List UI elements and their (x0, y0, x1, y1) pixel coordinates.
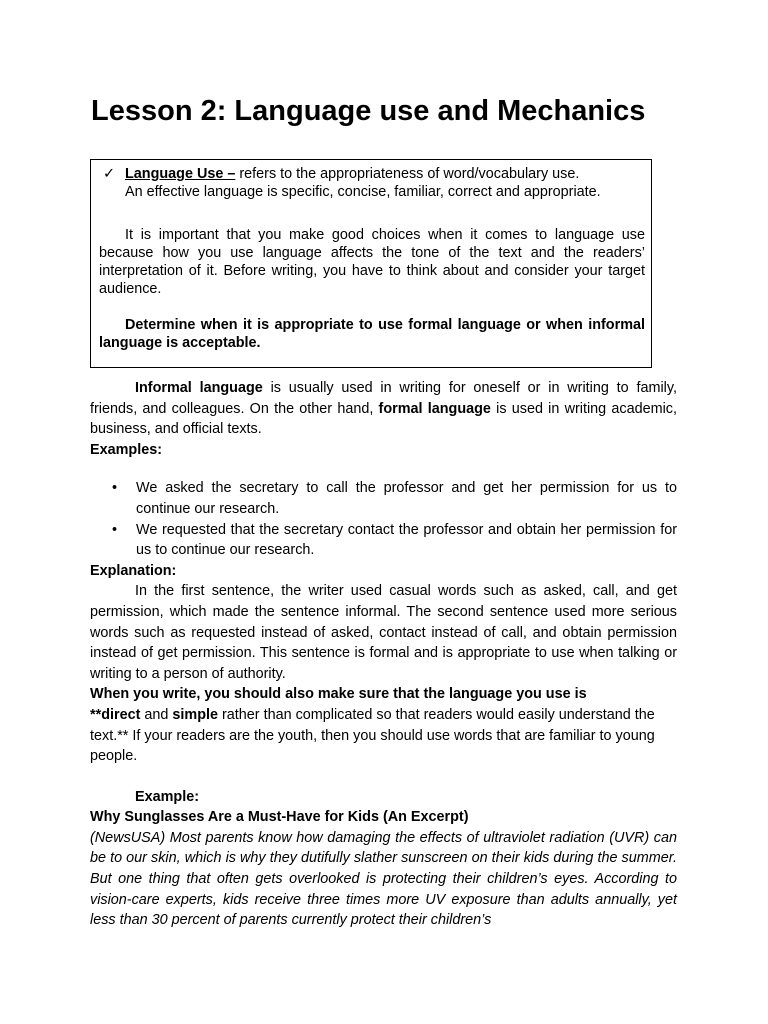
examples-label: Examples: (90, 441, 162, 458)
intro-text-2: is used in writing academic, business, and official texts. (90, 400, 677, 438)
list-item (90, 478, 677, 519)
excerpt-paragraph: (NewsUSA) Most parents know how damaging the effects of ultraviolet radiation (UVR) can be to our skin, which is why they dutifully slather sunscreen on their kids during the summer. But one thing that often gets overlooked is protecting their children’s eyes. According to vision-care experts, kids receive three times more UV exposure than adults annually, yet less than 30 percent of parents currently protect their children’s (90, 829, 677, 929)
term-language-use: Language Use – (125, 166, 236, 182)
direct-term: **direct (90, 706, 141, 723)
intro-paragraph (90, 378, 677, 440)
examples-list (90, 478, 677, 560)
write-paragraph (90, 684, 677, 766)
explanation-label: Explanation: (90, 562, 177, 579)
write-bold-lead: When you write, you should also make sure that the language you use is (90, 686, 587, 703)
informal-language-term: Informal language (135, 380, 263, 396)
document-body (90, 378, 677, 931)
formal-language-term: formal language (378, 400, 491, 417)
list-item (90, 520, 677, 561)
example-heading: Example: (135, 788, 199, 805)
simple-term: simple (172, 706, 218, 723)
intro-text-1: is usually used in writing for oneself or in writing to family, friends, and colleagues. On the other hand, (90, 380, 678, 417)
explanation-paragraph: In the first sentence, the writer used casual words such as asked, call, and get permission, which made the sentence informal. The second sentence used more serious words such as requested instead of asked, contact instead of call, and obtain permission instead of get permission. This sentence is formal and is appropriate to use when talking or writing to a person of authority. (90, 583, 677, 682)
bullet-icon: • (112, 480, 118, 497)
checkmark-icon: ✓ (103, 166, 116, 182)
definition-text: refers to the appropriateness of word/vocabulary use. (235, 166, 580, 182)
excerpt-title: Why Sunglasses Are a Must-Have for Kids (An Excerpt) (90, 809, 469, 826)
effective-language-line: An effective language is specific, concise, familiar, correct and appropriate. (125, 184, 601, 200)
definition-line (103, 165, 579, 183)
example-text: We requested that the secretary contact the professor and obtain her permission for us to continue our research. (136, 521, 677, 559)
language-use-box (90, 159, 652, 368)
example-text: We asked the secretary to call the professor and get her permission for us to continue our research. (136, 480, 677, 517)
write-rest: rather than complicated so that readers would easily understand the text.** If your readers are the youth, then you should use words that are familiar to young people. (90, 706, 655, 765)
box-paragraph-choices: It is important that you make good choices when it comes to language use because how you use language affects the tone of the text and the readers’ interpretation of it. Before writing, you have to think about and consider your target audience. (99, 227, 645, 297)
page-title: Lesson 2: Language use and Mechanics (91, 95, 646, 127)
box-paragraph-determine: Determine when it is appropriate to use formal language or when informal language is acceptable. (99, 317, 645, 351)
bullet-icon: • (112, 521, 118, 538)
and-text: and (140, 706, 173, 723)
